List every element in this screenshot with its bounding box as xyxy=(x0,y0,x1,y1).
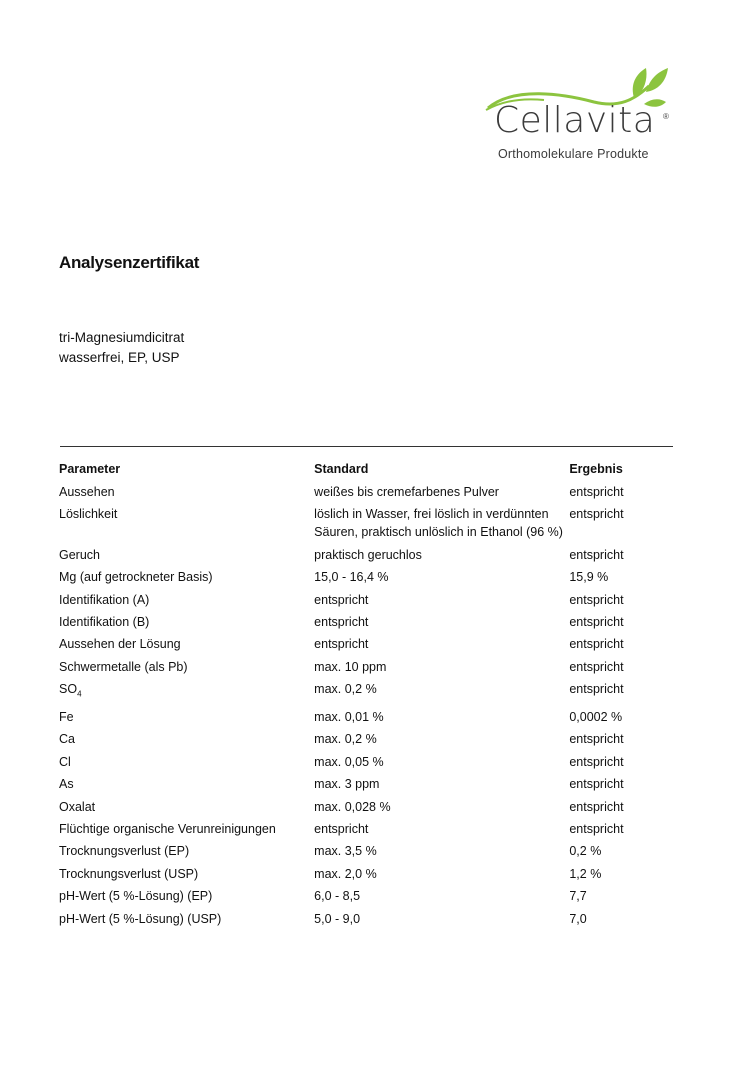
table-row xyxy=(59,483,679,501)
parameter-text: SO xyxy=(59,682,78,697)
analysis-table xyxy=(59,460,679,932)
table-row xyxy=(59,591,679,609)
cell-result: entspricht xyxy=(569,637,624,652)
table-row xyxy=(59,865,679,883)
cell-standard: max. 0,2 % xyxy=(314,732,377,747)
parameter-text: Geruch xyxy=(59,547,100,562)
table-row xyxy=(59,753,679,771)
cell-parameter xyxy=(59,483,314,501)
table-row xyxy=(59,820,679,838)
cell-parameter xyxy=(59,658,314,676)
table-row xyxy=(59,910,679,928)
cell-result: entspricht xyxy=(569,799,624,814)
parameter-text: Löslichkeit xyxy=(59,507,118,522)
cell-standard: 6,0 - 8,5 xyxy=(314,889,361,904)
cell-parameter xyxy=(59,730,314,748)
table-row xyxy=(59,798,679,816)
cell-parameter xyxy=(59,591,314,609)
parameter-text: Identifikation (A) xyxy=(59,592,150,607)
cell-parameter xyxy=(59,775,314,793)
parameter-text: Mg (auf getrockneter Basis) xyxy=(59,570,213,585)
parameter-text: As xyxy=(59,777,74,792)
cell-parameter xyxy=(59,820,314,838)
table-row xyxy=(59,505,679,541)
cell-standard: entspricht xyxy=(314,614,369,629)
parameter-text: Aussehen xyxy=(59,485,115,499)
cell-standard: löslich in Wasser, frei löslich in verdünnten Säuren, praktisch unlöslich in Ethanol (96 %) xyxy=(314,507,563,540)
cellavita-logo xyxy=(484,64,674,164)
cell-parameter xyxy=(59,708,314,726)
cell-result: entspricht xyxy=(569,507,624,522)
cell-standard: entspricht xyxy=(314,592,369,607)
cell-result: entspricht xyxy=(569,547,624,562)
parameter-text: Ca xyxy=(59,732,75,747)
table-header xyxy=(59,460,679,478)
table-row xyxy=(59,708,679,726)
cell-parameter xyxy=(59,635,314,653)
parameter-text: Aussehen der Lösung xyxy=(59,637,181,652)
product-name-line1: tri-Magnesiumdicitrat xyxy=(59,330,185,345)
product-name-line2: wasserfrei, EP, USP xyxy=(59,350,180,365)
table-row xyxy=(59,842,679,860)
cell-standard: entspricht xyxy=(314,637,369,652)
table-row xyxy=(59,680,679,704)
cell-result: entspricht xyxy=(569,821,624,836)
cell-parameter xyxy=(59,798,314,816)
cell-parameter xyxy=(59,842,314,860)
header-result: Ergebnis xyxy=(569,462,623,476)
cell-standard: praktisch geruchlos xyxy=(314,547,422,562)
cell-result: entspricht xyxy=(569,777,624,792)
cell-standard: max. 0,01 % xyxy=(314,710,384,725)
parameter-text: Trocknungsverlust (EP) xyxy=(59,844,190,859)
cell-result: 1,2 % xyxy=(569,866,602,881)
parameter-text: pH-Wert (5 %-Lösung) (USP) xyxy=(59,911,222,926)
divider xyxy=(60,446,673,447)
table-row xyxy=(59,546,679,564)
cell-result: 7,7 xyxy=(569,889,587,904)
cell-standard: 5,0 - 9,0 xyxy=(314,911,361,926)
table-row xyxy=(59,658,679,676)
cell-result: entspricht xyxy=(569,614,624,629)
cell-result: entspricht xyxy=(569,754,624,769)
table-row xyxy=(59,635,679,653)
cell-result: 0,2 % xyxy=(569,844,602,859)
registered-mark: ® xyxy=(663,112,669,121)
cell-standard: max. 10 ppm xyxy=(314,659,387,674)
cell-standard: max. 3,5 % xyxy=(314,844,377,859)
document-title: Analysenzertifikat xyxy=(59,253,200,272)
product-name xyxy=(59,328,184,368)
cell-result: entspricht xyxy=(569,732,624,747)
cell-result: entspricht xyxy=(569,682,624,697)
cell-parameter xyxy=(59,865,314,883)
cell-standard: entspricht xyxy=(314,821,369,836)
cell-result: 7,0 xyxy=(569,911,587,926)
cell-standard: 15,0 - 16,4 % xyxy=(314,570,389,585)
cell-result: 15,9 % xyxy=(569,570,609,585)
cell-result: entspricht xyxy=(569,659,624,674)
table-row xyxy=(59,613,679,631)
parameter-text: Identifikation (B) xyxy=(59,614,150,629)
cell-parameter xyxy=(59,680,314,704)
parameter-text: Trocknungsverlust (USP) xyxy=(59,866,199,881)
cell-standard: max. 0,05 % xyxy=(314,754,384,769)
cell-standard: weißes bis cremefarbenes Pulver xyxy=(314,485,499,499)
parameter-subscript: 4 xyxy=(77,689,82,699)
cell-result: entspricht xyxy=(569,485,624,499)
parameter-text: pH-Wert (5 %-Lösung) (EP) xyxy=(59,889,213,904)
parameter-text: Cl xyxy=(59,754,71,769)
cell-parameter xyxy=(59,505,314,541)
table-row xyxy=(59,730,679,748)
brand-name: Cellavita xyxy=(494,100,656,141)
header-standard: Standard xyxy=(314,462,369,476)
cell-parameter xyxy=(59,568,314,586)
table-row xyxy=(59,775,679,793)
header-parameter: Parameter xyxy=(59,462,121,476)
cell-parameter xyxy=(59,887,314,905)
cell-parameter xyxy=(59,910,314,928)
cell-standard: max. 3 ppm xyxy=(314,777,380,792)
cell-result: entspricht xyxy=(569,592,624,607)
parameter-text: Schwermetalle (als Pb) xyxy=(59,659,188,674)
table-row xyxy=(59,568,679,586)
table-row xyxy=(59,887,679,905)
parameter-text: Oxalat xyxy=(59,799,96,814)
parameter-text: Flüchtige organische Verunreinigungen xyxy=(59,821,276,836)
cell-standard: max. 2,0 % xyxy=(314,866,377,881)
cell-parameter xyxy=(59,613,314,631)
cell-parameter xyxy=(59,753,314,771)
cell-standard: max. 0,028 % xyxy=(314,799,391,814)
brand-tagline: Orthomolekulare Produkte xyxy=(498,147,649,161)
cell-standard: max. 0,2 % xyxy=(314,682,377,697)
cell-parameter xyxy=(59,546,314,564)
parameter-text: Fe xyxy=(59,710,74,725)
cell-result: 0,0002 % xyxy=(569,710,623,725)
